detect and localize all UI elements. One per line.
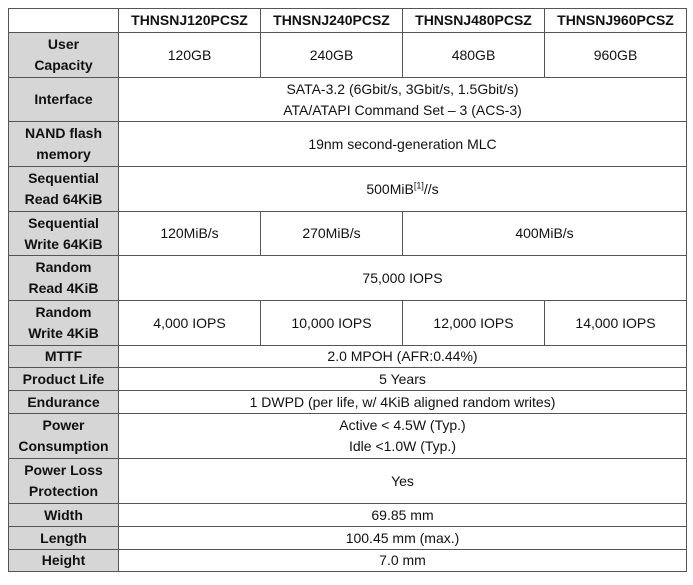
table-row [9, 550, 687, 572]
footnote-ref: [1] [413, 179, 424, 190]
header-row [9, 9, 687, 33]
power-cell [119, 414, 687, 459]
capacity-cell: 960GB [545, 33, 687, 78]
capacity-cell: 480GB [403, 33, 545, 78]
power-line: Active < 4.5W (Typ.) [339, 417, 466, 433]
row-label-seq-write [9, 212, 119, 256]
table-row [9, 167, 687, 212]
row-label-line: Protection [28, 483, 99, 499]
seq-read-cell [119, 167, 687, 212]
table-row [9, 414, 687, 459]
table-row [9, 212, 687, 256]
table-row [9, 346, 687, 368]
table-row [9, 122, 687, 167]
table-row [9, 33, 687, 78]
row-label-product-life: Product Life [9, 368, 119, 391]
corner-cell [9, 9, 119, 33]
table-row [9, 459, 687, 504]
seq-read-value: 500MiB [366, 180, 414, 197]
row-label-line: Sequential [28, 214, 99, 231]
row-label-line: Capacity [34, 57, 93, 73]
row-label-line: Read 4KiB [28, 280, 99, 296]
row-label-line: memory [36, 146, 91, 162]
row-label-rand-read [9, 256, 119, 301]
seq-write-cell: 270MiB/s [261, 212, 403, 256]
table-row [9, 256, 687, 301]
model-header: THNSNJ480PCSZ [403, 9, 545, 33]
row-label-line: Sequential [28, 170, 99, 186]
power-line: Idle <1.0W (Typ.) [349, 438, 456, 454]
rand-read-cell: 75,000 IOPS [119, 256, 687, 301]
seq-write-cell: 120MiB/s [119, 212, 261, 256]
model-header: THNSNJ960PCSZ [545, 9, 687, 33]
row-label-user-capacity [9, 33, 119, 78]
row-label-line: Write 4KiB [28, 325, 99, 341]
endurance-cell: 1 DWPD (per life, w/ 4KiB aligned random writes) [119, 391, 687, 414]
seq-write-cell: 400MiB/s [403, 212, 687, 256]
rand-write-cell: 14,000 IOPS [545, 301, 687, 346]
row-label-endurance: Endurance [9, 391, 119, 414]
row-label-power-loss [9, 459, 119, 504]
row-label-line: Read 64KiB [24, 191, 103, 207]
length-cell: 100.45 mm (max.) [119, 527, 687, 550]
row-label-width: Width [9, 504, 119, 527]
capacity-cell: 120GB [119, 33, 261, 78]
table-row [9, 78, 687, 122]
row-label-line: Random [35, 259, 92, 275]
row-label-line: Consumption [18, 438, 109, 454]
table-row [9, 301, 687, 346]
row-label-line: Power Loss [24, 462, 103, 478]
rand-write-cell: 10,000 IOPS [261, 301, 403, 346]
interface-line: SATA-3.2 (6Gbit/s, 3Gbit/s, 1.5Gbit/s) [286, 80, 519, 97]
height-cell: 7.0 mm [119, 550, 687, 572]
row-label-height: Height [9, 550, 119, 572]
table-row [9, 368, 687, 391]
row-label-line: Write 64KiB [24, 235, 103, 252]
table-row [9, 504, 687, 527]
row-label-nand [9, 122, 119, 167]
rand-write-cell: 4,000 IOPS [119, 301, 261, 346]
nand-cell: 19nm second-generation MLC [119, 122, 687, 167]
interface-cell [119, 78, 687, 122]
row-label-seq-read [9, 167, 119, 212]
interface-line: ATA/ATAPI Command Set – 3 (ACS-3) [283, 101, 522, 118]
row-label-interface: Interface [9, 78, 119, 122]
model-header: THNSNJ120PCSZ [119, 9, 261, 33]
row-label-line: Power [42, 417, 85, 433]
row-label-rand-write [9, 301, 119, 346]
row-label-power [9, 414, 119, 459]
row-label-line: Random [35, 304, 92, 320]
table-row [9, 527, 687, 550]
row-label-mttf: MTTF [9, 346, 119, 368]
capacity-cell: 240GB [261, 33, 403, 78]
model-header: THNSNJ240PCSZ [261, 9, 403, 33]
mttf-cell: 2.0 MPOH (AFR:0.44%) [119, 346, 687, 368]
table-row [9, 391, 687, 414]
row-label-line: User [47, 36, 80, 52]
product-life-cell: 5 Years [119, 368, 687, 391]
rand-write-cell: 12,000 IOPS [403, 301, 545, 346]
spec-table [8, 8, 687, 572]
row-label-length: Length [9, 527, 119, 550]
seq-read-unit: //s [423, 180, 439, 197]
power-loss-cell: Yes [119, 459, 687, 504]
row-label-line: NAND flash [24, 125, 102, 141]
width-cell: 69.85 mm [119, 504, 687, 527]
